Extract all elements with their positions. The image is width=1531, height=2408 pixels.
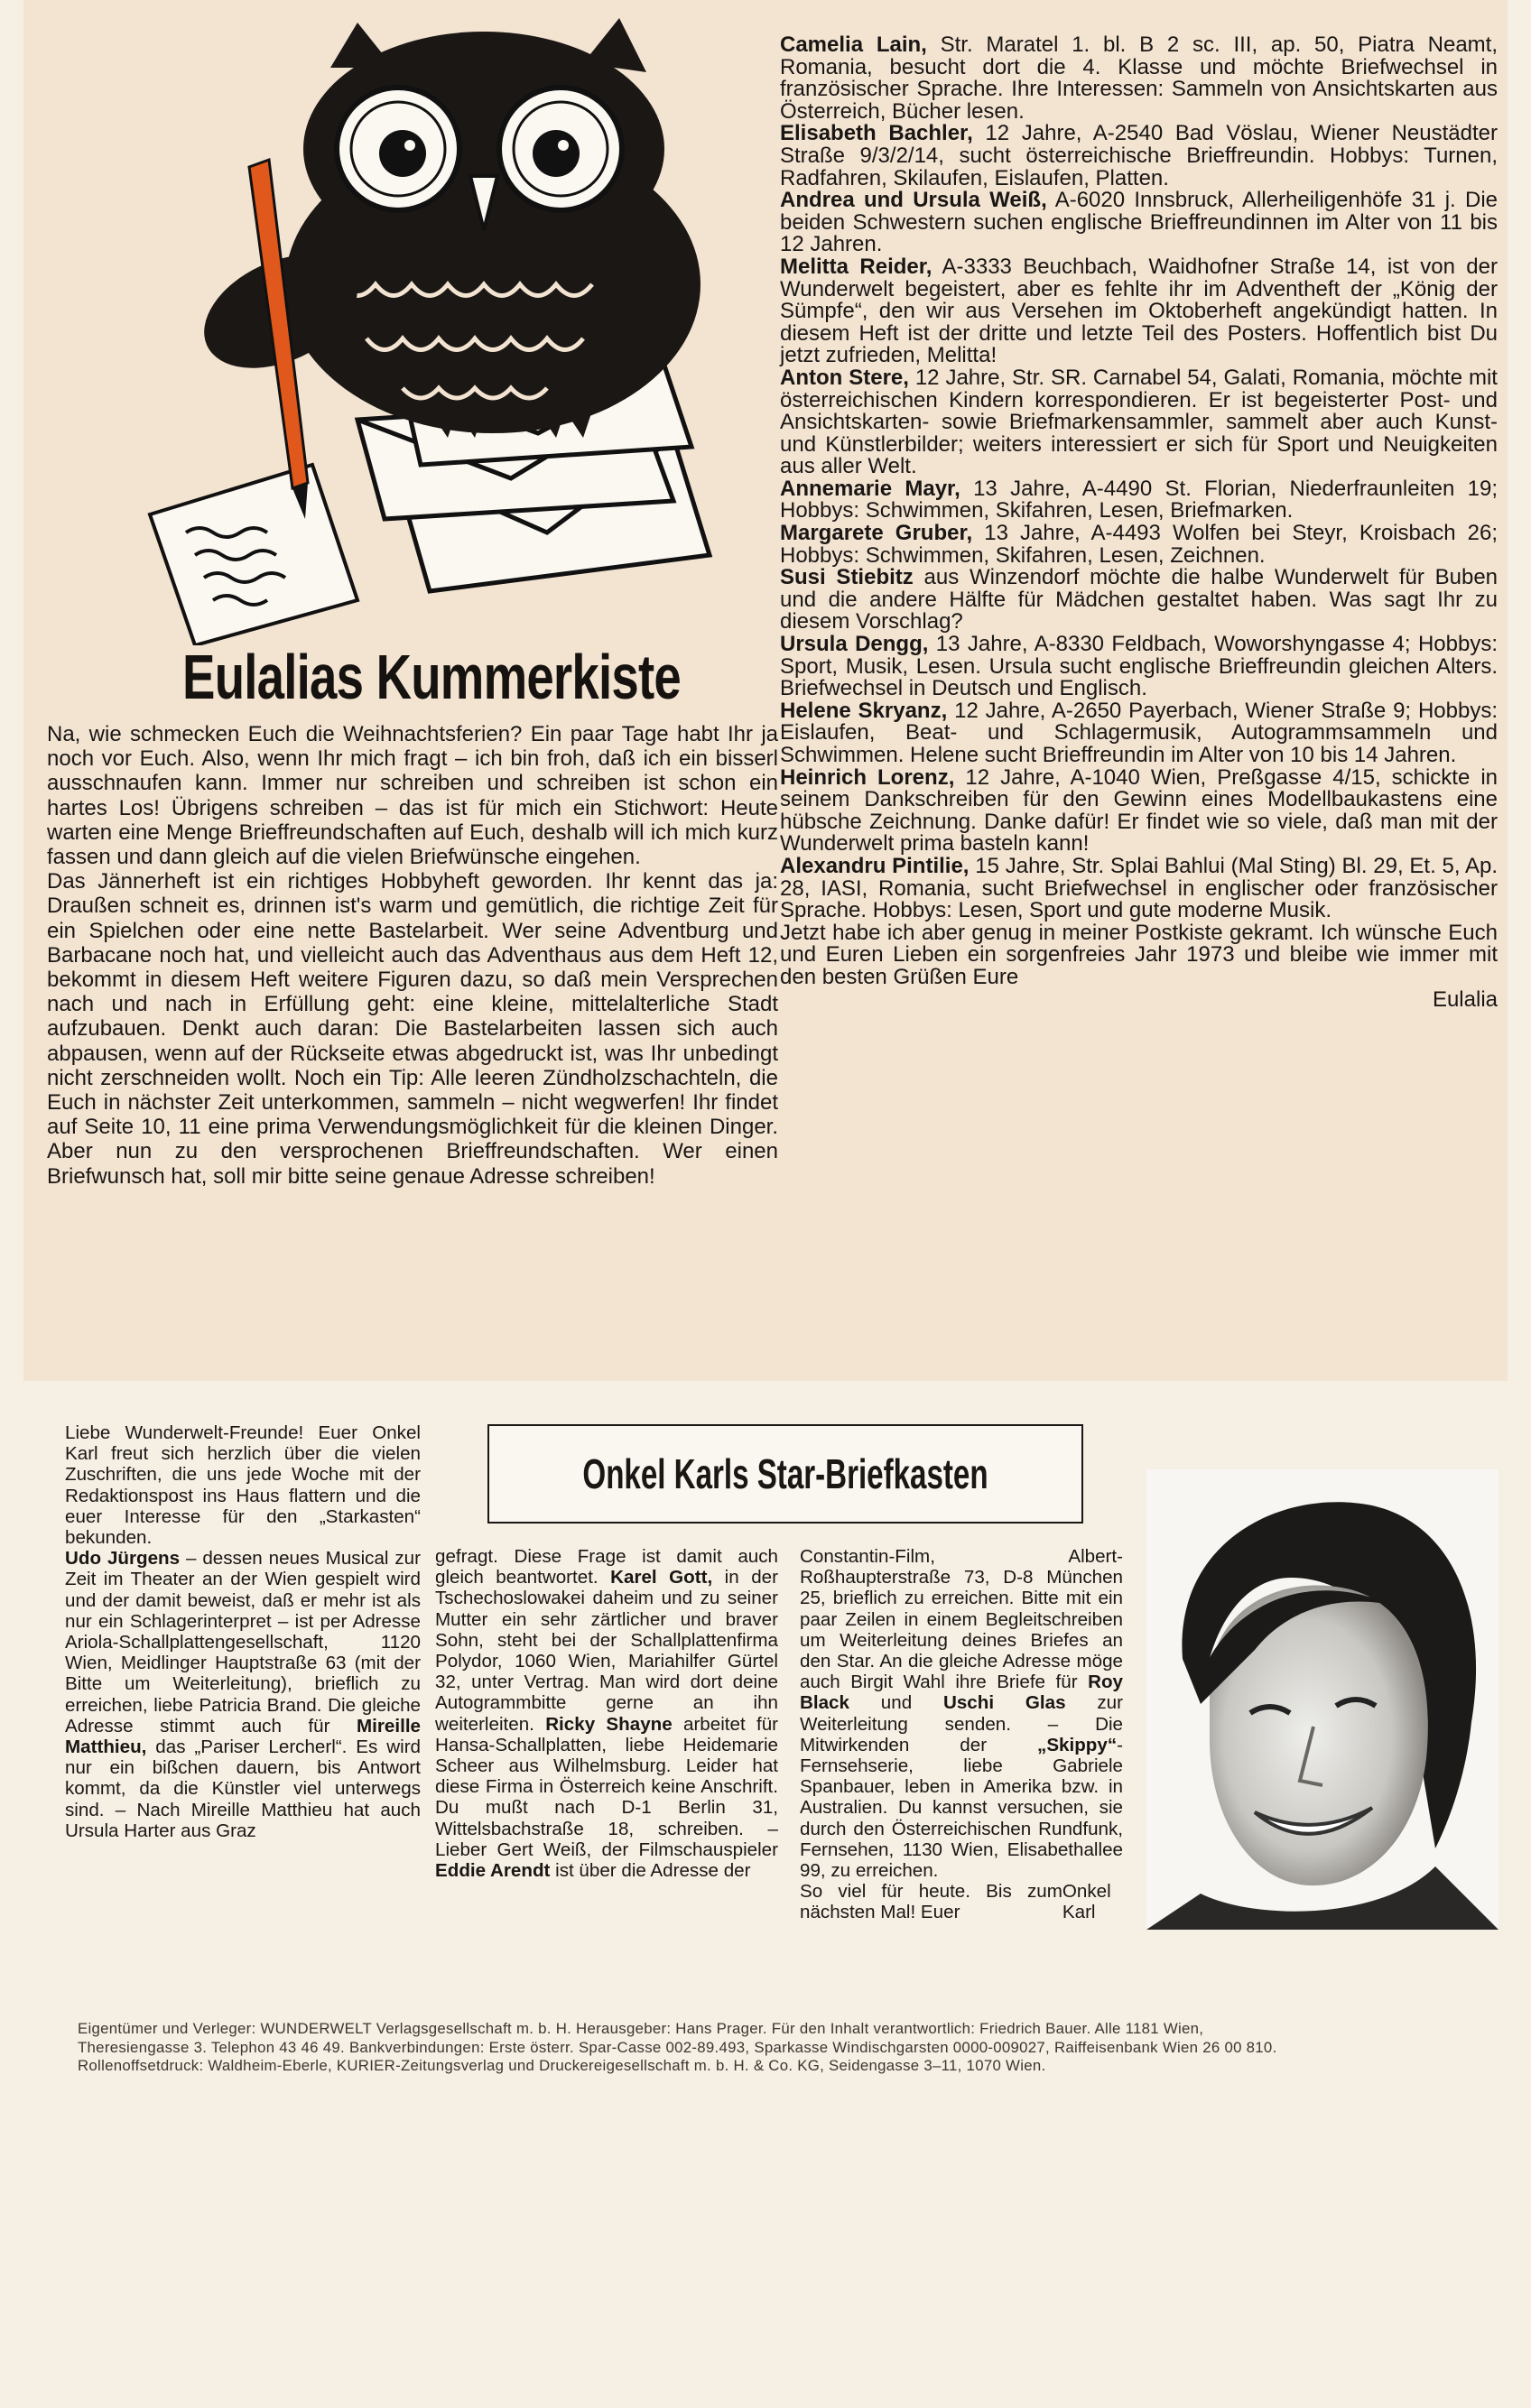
page-title: Eulalias Kummerkiste — [182, 642, 681, 712]
entry-text: 13 Jahre, A-4490 St. Florian, Niederfraunleiten 19; Hobbys: Schwimmen, Skifahren, Lesen, Briefmarken. — [780, 476, 1498, 523]
imprint-line: Theresiengasse 3. Telephon 43 46 49. Bankverbindungen: Erste österr. Spar-Casse 002-89.493, Sparkasse Windischgarsten 0000-009027, Raiffeisenbank Wien 26 00 810. — [78, 2038, 1277, 2056]
letter-paper-icon — [150, 465, 357, 645]
entry-text: 12 Jahre, A-2540 Bad Vöslau, Wiener Neustädter Straße 9/3/2/14, sucht österreichische Brieffreundin. Hobbys: Turnen, Radfahren, Skilaufen, Eislaufen, Platten. — [780, 121, 1498, 190]
column-3 — [800, 1546, 1123, 1923]
entry-name: Annemarie Mayr, — [780, 476, 960, 501]
column-text: das „Pariser Lercherl“. Es wird nur ein bißchen dauern, bis Antwort kommt, da die Künstler viel unterwegs sind. – Nach Mireille Matthieu hat auch Ursula Harter aus Graz — [65, 1737, 421, 1841]
star-name: Uschi Glas — [942, 1692, 1066, 1714]
intro-text — [47, 722, 778, 1189]
column-text: in der Tschechoslowakei daheim und zu seiner Mutter ein sehr zärtlicher und braver Sohn, steht bei der Schallplattenfirma Polydor, 1060 Wien, Mariahilfer Gürtel 32, unter Vertrag. Man wird dort deine Autogrammbitte gerne an ihn weiterleiten. — [435, 1567, 778, 1735]
list-item — [780, 567, 1498, 634]
list-item — [780, 478, 1498, 523]
column-text: – dessen neues Musical zur Zeit im Theater an der Wien gespielt wird und der damit beweist, daß er mehr ist als nur ein Schlagerinterpret – ist per Adresse Ariola-Schallplattengesellschaft, 1120 Wien, Meidlinger Hauptstraße 63 (mit der Bitte um Weiterleitung), brieflich zu erreichen, liebe Patricia Brand. Die gleiche Adresse stimmt auch für — [65, 1548, 421, 1737]
closing-text: So viel für heute. Bis zum nächsten Mal! Euer — [800, 1881, 1062, 1923]
entry-text: Str. Maratel 1. bl. B 2 sc. III, ap. 50, Piatra Neamt, Romania, besucht dort die 4. Klasse und möchte Briefwechsel in französischer Sprache. Ihre Interessen: Sammeln von Ansichtskarten aus Österreich, Bücher lesen. — [780, 32, 1499, 124]
imprint-footer — [78, 2020, 1486, 2076]
list-item — [780, 367, 1498, 478]
entry-name: Heinrich Lorenz, — [780, 764, 955, 790]
closing-text: Jetzt habe ich aber genug in meiner Postkiste gekramt. Ich wünsche Euch und Euren Lieben ein sorgenfreies Jahr 1973 und bleibe wie immer mit den besten Grüßen Eure — [780, 920, 1498, 989]
section-title-box — [487, 1424, 1083, 1524]
star-name: Ricky Shayne — [545, 1713, 673, 1735]
list-item — [780, 853, 1498, 923]
column-paragraph — [65, 1422, 421, 1548]
column-text: Constantin-Film, Albert-Roßhaupterstraße 73, D-8 München 25, brieflich zu erreichen. Bitte mit ein paar Zeilen in einem Begleitschreiben um Weiterleitung deines Briefes an den Star. An die gleiche Adresse möge auch Birgit Wahl ihre Briefe für — [800, 1546, 1123, 1693]
column-2 — [435, 1546, 778, 1881]
column-paragraph — [435, 1546, 778, 1881]
section-title: Onkel Karls Star-Briefkasten — [582, 1450, 988, 1497]
kummerkiste-section — [23, 0, 1508, 1381]
entry-name: Andrea und Ursula Weiß, — [780, 188, 1047, 213]
star-name: Karel Gott, — [610, 1567, 713, 1588]
entry-name: Camelia Lain, — [780, 32, 927, 57]
column-1 — [65, 1422, 421, 1841]
column-text: ist über die Adresse der — [550, 1860, 751, 1882]
entry-text: 13 Jahre, A-4493 Wolfen bei Steyr, Kroisbach 26; Hobbys: Schwimmen, Skifahren, Lesen, Zeichnen. — [780, 521, 1498, 568]
entry-text: 12 Jahre, A-2650 Payerbach, Wiener Straße 9; Hobbys: Eislaufen, Beat- und Schlagermusik, Autogrammsammeln und Schwimmen. Helene sucht Brieffreundin im Alter von 10 bis 14 Jahren. — [780, 698, 1498, 767]
star-name: Eddie Arendt — [435, 1860, 551, 1882]
entry-text: 12 Jahre, A-1040 Wien, Preßgasse 4/15, schickte in seinem Dankschreiben für den Gewinn eines Modellbaukastens eine hübsche Zeichnung. Danke dafür! Er findet wie so viele, daß man mit der Wunderwelt prima basteln kann! — [780, 764, 1499, 857]
entry-name: Anton Stere, — [780, 365, 909, 390]
column-text: zur Weiterleitung senden. – Die Mitwirkenden der — [800, 1692, 1123, 1755]
list-item — [780, 190, 1498, 256]
list-item — [780, 34, 1498, 123]
signature: Eulalia — [1432, 986, 1498, 1012]
star-name: Roy Black — [800, 1672, 1123, 1714]
list-item — [780, 256, 1498, 367]
column-paragraph — [65, 1548, 421, 1841]
entry-name: Margarete Gruber, — [780, 521, 973, 546]
entry-text: 13 Jahre, A-8330 Feldbach, Woworshyngasse 4; Hobbys: Sport, Musik, Lesen. Ursula sucht englische Brieffreundin gleichen Alters. Briefwechsel in Deutsch und Englisch. — [780, 632, 1498, 701]
column-paragraph — [800, 1546, 1123, 1881]
intro-text: Liebe Wunderwelt-Freunde! Euer Onkel Karl freut sich herzlich über die vielen Zuschriften, die uns jede Woche mit der Redaktionspost ins Haus flattern und die euer Interesse für den „Starkasten“ bekunden. — [65, 1422, 421, 1549]
column-text: gefragt. Diese Frage ist damit auch gleich beantwortet. — [435, 1546, 778, 1588]
imprint-line: Rollenoffsetdruck: Waldheim-Eberle, KURIER-Zeitungsverlag und Druckereigesellschaft m. b. H. & Co. KG, Seidengasse 3–11, 1070 Wien. — [78, 2057, 1046, 2074]
star-name: Udo Jürgens — [65, 1548, 181, 1570]
intro-paragraph: Na, wie schmecken Euch die Weihnachtsferien? Ein paar Tage habt Ihr ja noch vor Euch. Also, wenn Ihr mich fragt – ich bin froh, daß ich ein bisserl ausschnaufen kann. Immer nur schreiben und schreiben ist schon ein hartes Los! Übrigens schreiben – das ist für mich ein Stichwort: Heute warten eine Menge Brieffreundschaften auf Euch, deshalb will ich mich kurz fassen und dann gleich auf die vielen Briefwünsche eingehen. — [47, 722, 778, 870]
entry-text: 12 Jahre, Str. SR. Carnabel 54, Galati, Romania, möchte mit österreichischen Kindern korrespondieren. Er ist begeisterter Post- und Ansichtskarten- sowie Briefmarkensammler, sammelt aber auch Kunst- und Künstlerbilder; weiters interessiert er sich für Sport und Neuigkeiten aus aller Welt. — [780, 365, 1498, 479]
entry-text: 15 Jahre, Str. Splai Bahlui (Mal Sting) Bl. 29, Et. 5, Ap. 28, IASI, Romania, sucht Briefwechsel in englischer oder französischer Sprache. Hobbys: Lesen, Sport und gute moderne Musik. — [780, 853, 1498, 923]
pen-pal-list — [780, 34, 1498, 1011]
entry-name: Alexandru Pintilie, — [780, 853, 970, 878]
list-item — [780, 764, 1499, 857]
closing-line — [800, 1881, 1123, 1922]
entry-text: aus Winzendorf möchte die halbe Wunderwelt für Buben und die andere Hälfte für Mädchen gestaltet haben. Was sagt Ihr zu diesem Vorschlag? — [780, 565, 1499, 634]
imprint-line: Eigentümer und Verleger: WUNDERWELT Verlagsgesellschaft m. b. H. Herausgeber: Hans Prager. Für den Inhalt verantwortlich: Friedrich Bauer. Alle 1181 Wien, — [78, 2020, 1204, 2037]
entry-name: Ursula Dengg, — [780, 632, 929, 657]
entry-text: A-3333 Beuchbach, Waidhofner Straße 14, ist von der Wunderwelt begeistert, aber es fehlte ihr im Adventheft der „König der Sümpfe“, den wir aus Versehen im Oktoberheft angekündigt hatten. In diesem Heft ist der dritte und letzte Teil des Posters. Hoffentlich bist Du jetzt zufrieden, Melitta! — [780, 254, 1498, 368]
signature: Onkel Karl — [1062, 1881, 1111, 1923]
owl-writing-illustration — [132, 14, 746, 645]
star-name: „Skippy“ — [1037, 1734, 1118, 1755]
entry-name: Susi Stiebitz — [780, 565, 914, 590]
column-text: und — [849, 1692, 943, 1714]
entry-name: Melitta Reider, — [780, 254, 933, 279]
column-text: -Fernsehserie, liebe Gabriele Spanbauer, leben in Amerika bzw. in Australien. Du kannst versuchen, sie durch den Österreichischen Rundfunk, Fernsehen, 1130 Wien, Elisabethallee 99, zu erreichen. — [800, 1734, 1123, 1882]
entry-name: Helene Skryanz, — [780, 698, 948, 723]
intro-paragraph: Das Jännerheft ist ein richtiges Hobbyheft geworden. Ihr kennt das ja: Draußen schneit es, drinnen ist's warm und gemütlich, die richtige Zeit für ein Spielchen oder eine nette Bastelarbeit. Wer seine Adventburg und Barbacane noch hat, und vielleicht auch das Adventhaus aus dem Heft 12, bekommt in diesem Heft weitere Figuren dazu, so daß mein Versprechen nach und nach in Erfüllung geht: eine kleine, mittelalterliche Stadt aufzubauen. Denkt auch daran: Die Bastelarbeiten lassen sich auch abpausen, wenn auf der Rückseite etwas abgedruckt ist, was Ihr unbedingt nicht zerschneiden wollt. Noch ein Tip: Alle leeren Zündholzschachteln, die Euch in nächster Zeit unterkommen, sammeln – nicht wegwerfen! Ihr findet auf Seite 10, 11 eine prima Verwendungsmöglichkeit für die kleinen Dinger. Aber nun zu den versprochenen Brieffreundschaften. Wer einen Briefwunsch hat, soll mir bitte seine genaue Adresse schreiben! — [47, 869, 778, 1189]
list-item — [780, 123, 1498, 190]
entry-name: Elisabeth Bachler, — [780, 121, 973, 146]
list-item — [780, 700, 1498, 767]
column-text: arbeitet für Hansa-Schallplatten, liebe Heidemarie Scheer aus Wilhelmsburg. Leider hat diese Firma in Österreich keine Anschrift. Du mußt nach D-1 Berlin 31, Wittelsbachstraße 18, schreiben. – Lieber Gert Weiß, der Filmschauspieler — [435, 1713, 779, 1860]
entry-text: A-6020 Innsbruck, Allerheiligenhöfe 31 j. Die beiden Schwestern suchen englische Brieffreundinnen im Alter von 11 bis 12 Jahren. — [780, 188, 1498, 257]
portrait-photo — [1146, 1469, 1499, 1930]
list-item — [780, 523, 1498, 567]
star-name: Mireille Matthieu, — [65, 1715, 421, 1758]
list-item — [780, 634, 1498, 700]
star-briefkasten-section — [45, 1397, 1489, 2408]
